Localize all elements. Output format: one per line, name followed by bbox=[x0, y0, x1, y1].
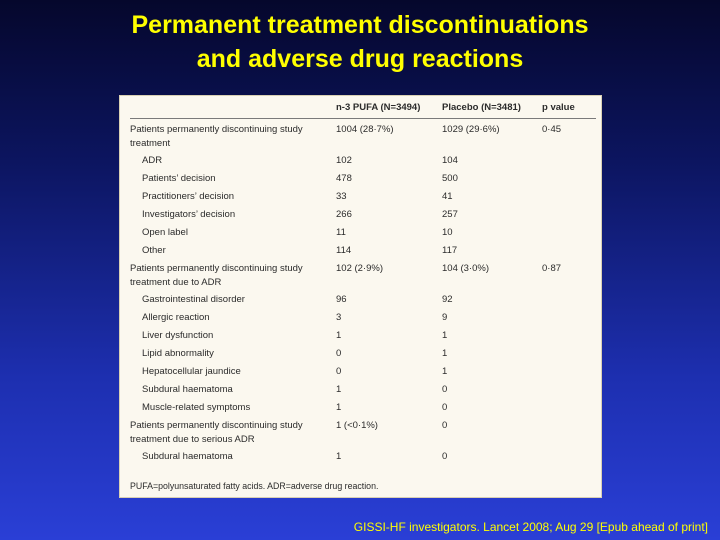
placebo-value: 1 bbox=[442, 348, 448, 359]
results-table bbox=[119, 95, 602, 498]
row-label: Subdural haematoma bbox=[142, 384, 233, 395]
header-placebo: Placebo (N=3481) bbox=[442, 102, 521, 113]
citation: GISSI-HF investigators. Lancet 2008; Aug 29 [Epub ahead of print] bbox=[353, 520, 708, 534]
pufa-value: 114 bbox=[336, 245, 352, 256]
row-label: Open label bbox=[142, 227, 188, 238]
placebo-value: 0 bbox=[442, 402, 448, 413]
placebo-value: 10 bbox=[442, 227, 453, 238]
placebo-value: 104 (3·0%) bbox=[442, 263, 489, 274]
p-value: 0·87 bbox=[542, 263, 562, 274]
row-label: Patients permanently discontinuing study treatment bbox=[130, 124, 303, 149]
pufa-value: 1004 (28·7%) bbox=[336, 124, 394, 135]
title-line-2: and adverse drug reactions bbox=[196, 45, 524, 73]
table-row bbox=[130, 262, 596, 290]
placebo-value: 92 bbox=[442, 294, 453, 305]
placebo-value: 0 bbox=[442, 420, 448, 431]
pufa-value: 1 bbox=[336, 451, 342, 462]
table-row bbox=[130, 190, 596, 208]
placebo-value: 9 bbox=[442, 312, 448, 323]
placebo-value: 104 bbox=[442, 155, 458, 166]
placebo-value: 1 bbox=[442, 366, 448, 377]
row-label: Investigators’ decision bbox=[142, 209, 236, 220]
row-label: Allergic reaction bbox=[142, 312, 210, 323]
pufa-value: 102 bbox=[336, 155, 352, 166]
title-line-1: Permanent treatment discontinuations bbox=[131, 11, 589, 39]
table-row bbox=[130, 208, 596, 226]
table-row bbox=[130, 311, 596, 329]
placebo-value: 257 bbox=[442, 209, 458, 220]
placebo-value: 41 bbox=[442, 191, 453, 202]
row-label: Gastrointestinal disorder bbox=[142, 294, 245, 305]
pufa-value: 11 bbox=[336, 227, 346, 238]
table-row bbox=[130, 329, 596, 347]
pufa-value: 0 bbox=[336, 366, 342, 377]
pufa-value: 266 bbox=[336, 209, 352, 220]
row-label: ADR bbox=[142, 155, 163, 166]
table-row bbox=[130, 450, 596, 468]
placebo-value: 117 bbox=[442, 245, 458, 256]
pufa-value: 1 (<0·1%) bbox=[336, 420, 378, 431]
pufa-value: 1 bbox=[336, 330, 342, 341]
row-label: Patients’ decision bbox=[142, 173, 216, 184]
table-row bbox=[130, 419, 596, 447]
p-value: 0·45 bbox=[542, 124, 562, 135]
row-label: Patients permanently discontinuing study treatment due to serious ADR bbox=[130, 420, 303, 445]
row-label: Lipid abnormality bbox=[142, 348, 214, 359]
row-label: Hepatocellular jaundice bbox=[142, 366, 241, 377]
table-row bbox=[130, 154, 596, 172]
header-pufa: n-3 PUFA (N=3494) bbox=[336, 102, 421, 113]
row-label: Patients permanently discontinuing study treatment due to ADR bbox=[130, 263, 303, 288]
pufa-value: 3 bbox=[336, 312, 342, 323]
header-divider bbox=[130, 118, 596, 119]
slide-title bbox=[0, 8, 720, 76]
row-label: Subdural haematoma bbox=[142, 451, 233, 462]
placebo-value: 1029 (29·6%) bbox=[442, 124, 500, 135]
pufa-value: 102 (2·9%) bbox=[336, 263, 383, 274]
pufa-value: 33 bbox=[336, 191, 347, 202]
row-label: Muscle-related symptoms bbox=[142, 402, 251, 413]
pufa-value: 96 bbox=[336, 294, 347, 305]
header-p-value: p value bbox=[542, 102, 575, 113]
placebo-value: 0 bbox=[442, 451, 448, 462]
placebo-value: 0 bbox=[442, 384, 448, 395]
row-label: Practitioners’ decision bbox=[142, 191, 235, 202]
table-header-row bbox=[130, 102, 596, 116]
placebo-value: 1 bbox=[442, 330, 448, 341]
row-label: Other bbox=[142, 245, 166, 256]
table-row bbox=[130, 401, 596, 419]
table-row bbox=[130, 226, 596, 244]
pufa-value: 478 bbox=[336, 173, 352, 184]
table-row bbox=[130, 365, 596, 383]
pufa-value: 1 bbox=[336, 402, 342, 413]
placebo-value: 500 bbox=[442, 173, 458, 184]
row-label: Liver dysfunction bbox=[142, 330, 214, 341]
pufa-value: 0 bbox=[336, 348, 342, 359]
table-row bbox=[130, 244, 596, 262]
table-row bbox=[130, 293, 596, 311]
table-row bbox=[130, 347, 596, 365]
table-row bbox=[130, 172, 596, 190]
pufa-value: 1 bbox=[336, 384, 342, 395]
table-row bbox=[130, 123, 596, 151]
table-row bbox=[130, 383, 596, 401]
table-footnote: PUFA=polyunsaturated fatty acids. ADR=adverse drug reaction. bbox=[130, 481, 379, 491]
